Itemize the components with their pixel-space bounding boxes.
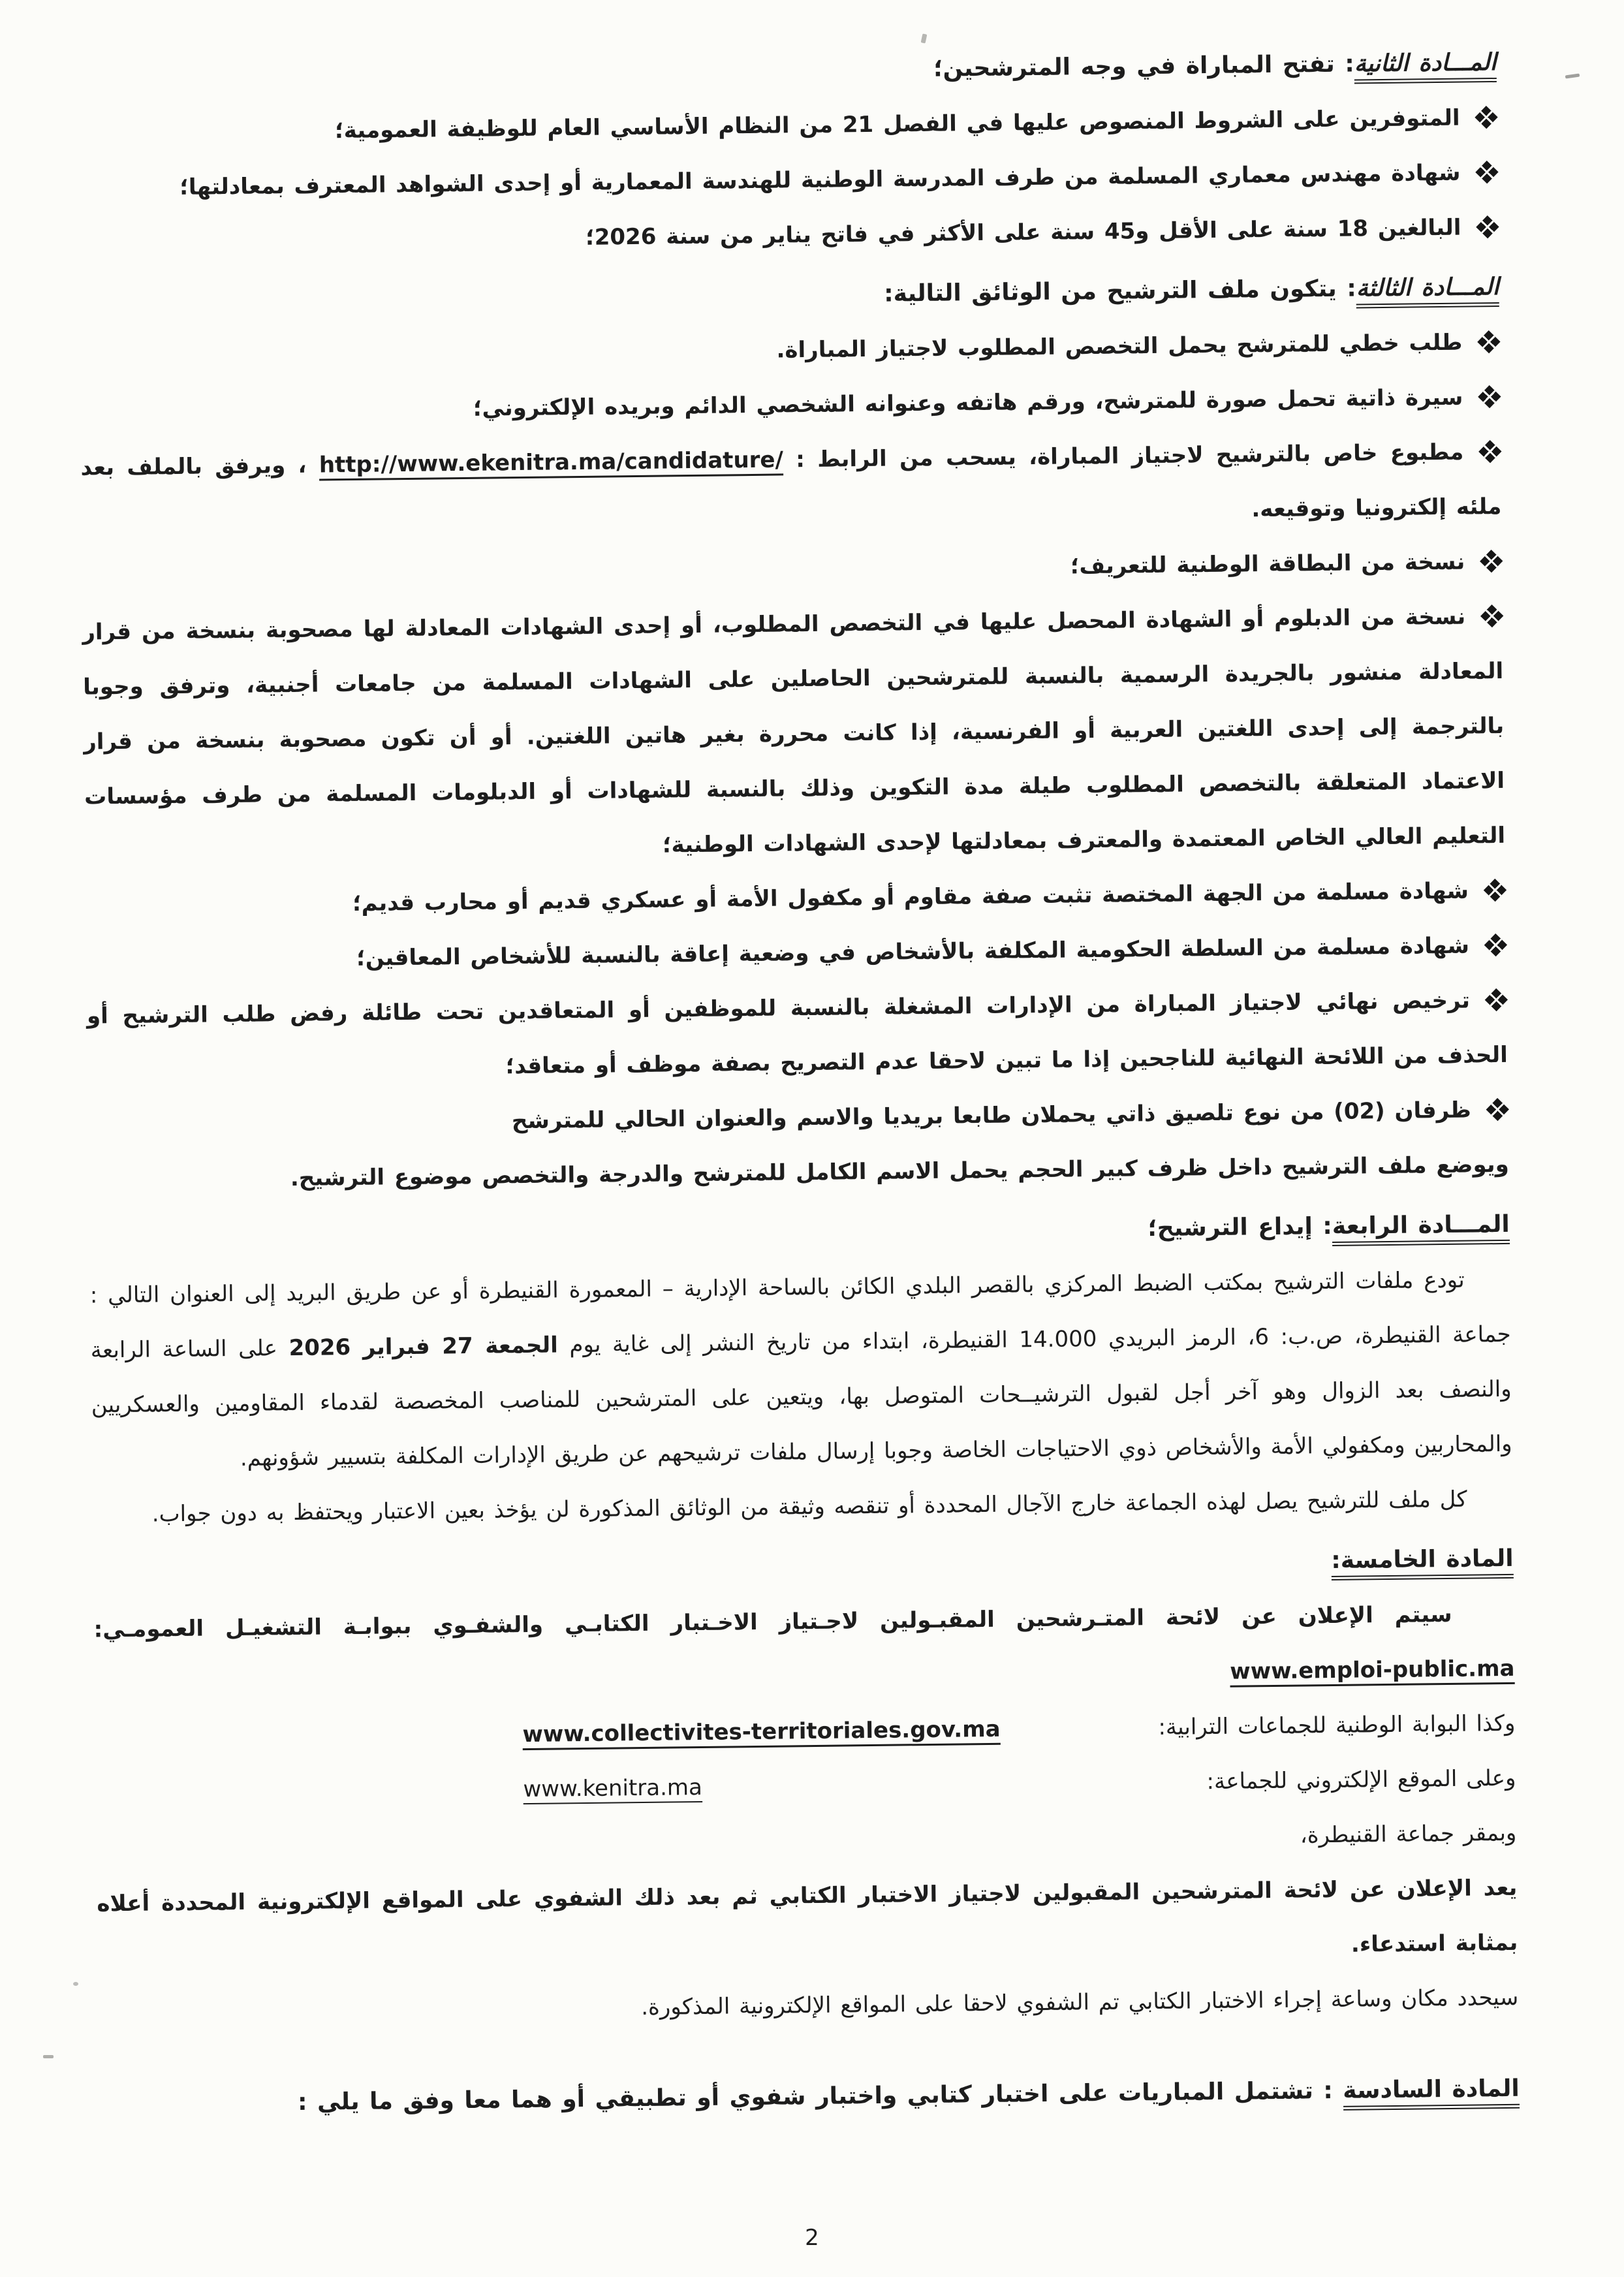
bullet-diamond-icon: [1480, 550, 1503, 573]
article-5-paragraph-3: سيحدد مكان وساعة إجراء الاختبار الكتابي تم الشفوي لاحقا على المواقع الإلكترونية المذكورة.: [641, 1984, 1519, 2021]
article-4-paragraph-1: [89, 1252, 1512, 1488]
bullet-diamond-icon: [1484, 879, 1507, 902]
bullet-text: شهادة مسلمة من الجهة المختصة تثبت صفة مقاوم أو مكفول الأمة أو عسكري قديم أو محارب قديم؛: [352, 877, 1469, 917]
bullet-text: ظرفان (02) من نوع تلصيق ذاتي يحملان طابعا بريديا والاسم والعنوان الحالي للمترشح: [511, 1097, 1471, 1135]
bullet-text: سيرة ذاتية تحمل صورة للمترشح، ورقم هاتفه وعنوانه الشخصي الدائم وبريده الإلكتروني؛: [473, 384, 1463, 422]
document-content: [76, 30, 1520, 2132]
article-3-term: المـــادة الثالثة: [1356, 274, 1499, 308]
bullet-text: المتوفرين على الشروط المنصوص عليها في الفصل 21 من النظام الأساسي العام للوظيفة العمومية؛: [334, 104, 1460, 144]
collectivites-territoriales-link: www.collectivites-territoriales.gov.ma: [522, 1716, 1001, 1748]
list-item: [80, 424, 1502, 550]
bullet-diamond-icon: [1480, 605, 1503, 627]
kenitra-link: www.kenitra.ma: [523, 1774, 703, 1803]
bullet-text: شهادة مهندس معماري المسلمة من طرف المدرسة الوطنية للهندسة المعمارية أو إحدى الشواهد المعترف بمعادلتها؛: [180, 159, 1461, 200]
scan-artifact: [73, 1982, 78, 1986]
bullet-diamond-icon: [1477, 330, 1500, 353]
collectivites-label: وكذا البوابة الوطنية للجماعات الترابية:: [1158, 1710, 1516, 1741]
bullet-text: شهادة مسلمة من السلطة الحكومية المكلفة بالأشخاص في وضعية إعاقة بالنسبة للأشخاص المعاقين؛: [356, 932, 1470, 971]
bullet-text: نسخة من البطاقة الوطنية للتعريف؛: [1070, 548, 1465, 580]
bullet-text: نسخة من الدبلوم أو الشهادة المحصل عليها في التخصص المطلوب، أو إحدى الشهادات المعادلة لها مصحوبة بنسخة من قرار المعادلة منشور بالجريدة الرسمية بالنسبة للمترشحين الحاصلين على الشهادات المسلمة من جامعات أجنبية، وترفق وجوبا بالترجمة إلى إحدى اللغتين العربية أو الفرنسية، إذا كانت محررة بغير هاتين اللغتين. أو أن تكون مصحوبة بنسخة من قرار الاعتماد المتعلقة بالتخصص المطلوب طيلة مدة التكوين وذلك بالنسبة للشهادات أو الدبلومات المسلمة من طرف مؤسسات التعليم العالي الخاص المعتمدة والمعترف بمعادلتها لإحدى الشهادات الوطنية؛: [82, 603, 1506, 858]
bullet-text: البالغين 18 سنة على الأقل و45 سنة على الأكثر في فاتح يناير من سنة 2026؛: [585, 214, 1461, 251]
article-4-paragraph-2: كل ملف للترشيح يصل لهذه الجماعة خارج الآجال المحددة أو تنقصه وثيقة من الوثائق المذكورة لن يؤخذ بعين الاعتبار ويحتفظ به دون جواب.: [151, 1486, 1467, 1528]
page-number: 2: [805, 2225, 819, 2251]
bullet-diamond-icon: [1478, 385, 1501, 408]
bullet-diamond-icon: [1484, 934, 1507, 956]
article-4-term: المـــادة الرابعة: [1332, 1211, 1510, 1246]
article-5-paragraph-1: سيتم الإعلان عن لائحة المتـرشحين المقبـولين لاجـتياز الاخـتبار الكتابـي والشفـوي ببوابـة التشغيـل العمومـي:: [93, 1601, 1452, 1643]
bullet-diamond-icon: [1478, 440, 1501, 463]
bullet-text: مطبوع خاص بالترشيح لاجتياز المباراة، يسحب من الرابط :: [783, 439, 1464, 473]
list-item: [87, 973, 1508, 1099]
emploi-public-link: www.emploi-public.ma: [1230, 1655, 1515, 1685]
article-3-intro: يتكون ملف الترشيح من الوثائق التالية:: [883, 275, 1337, 307]
bullet-text: طلب خطي للمترشح يحمل التخصص المطلوب لاجتياز المباراة.: [776, 329, 1463, 364]
list-item: [82, 589, 1506, 879]
bullet-diamond-icon: [1475, 161, 1498, 183]
bullet-diamond-icon: [1486, 1098, 1509, 1121]
article-5-term: المادة الخامسة:: [1331, 1545, 1514, 1580]
article-2-term: المـــادة الثانية: [1354, 49, 1497, 84]
scan-artifact: [43, 2055, 54, 2058]
kenitra-site-label: وعلى الموقع الإلكتروني للجماعة:: [1206, 1765, 1516, 1795]
commune-hq-line: وبمقر جماعة القنيطرة،: [1300, 1819, 1517, 1849]
bullet-text: ترخيص نهائي لاجتياز المباراة من الإدارات المشغلة بالنسبة للموظفين أو المتعاقدين تحت طائلة رفض طلب الترشيح أو الحذف من اللائحة النهائية للناجحين إذا ما تبين لاحقا عدم التصريح بصفة موظف أو متعاقد؛: [86, 987, 1508, 1080]
article-3-separator: :: [1336, 275, 1356, 302]
paragraph-text: تودع ملفات الترشيح بمكتب الضبط المركزي بالقصر البلدي الكائن بالساحة الإدارية – المعمورة القنيطرة أو عن طريق البريد إلى العنوان التالي : جماعة القنيطرة، ص.ب: 6، الرمز البريدي 14.000 القنيطرة، ابتداء من تاريخ النشر إلى غاية يوم: [89, 1266, 1511, 1358]
article-6-intro: : تشتمل المباريات على اختبار كتابي واختبار شفوي أو تطبيقي أو هما معا وفق ما يلي :: [297, 2077, 1343, 2116]
bullet-diamond-icon: [1485, 988, 1508, 1011]
scan-artifact: [1565, 73, 1580, 78]
article-5-paragraph-2: يعد الإعلان عن لائحة المترشحين المقبولين لاجتياز الاختبار الكتابي ثم بعد ذلك الشفوي على المواقع الإلكترونية المحددة أعلاه بمثابة استدعاء.: [97, 1874, 1518, 1958]
candidature-form-link: http://www.ekenitra.ma/candidature/: [319, 447, 784, 479]
paragraph-text: على الساعة الرابعة والنصف بعد الزوال وهو آخر أجل لقبول الترشيــحات المتوصل بها، ويتعين على المترشحين للمناصب المخصصة لقدماء المقاومين والعسكريين والمحاربين ومكفولي الأمة والأشخاص ذوي الاحتياجات الخاصة وجوبا إرسال ملفات ترشيحهم عن طريق الإدارات المكلفة بتسيير شؤونهم.: [90, 1335, 1512, 1471]
article-3-closing: ويوضع ملف الترشيح داخل ظرف كبير الحجم يحمل الاسم الكامل للمترشح والدرجة والتخصص موضوع الترشيح.: [290, 1151, 1509, 1192]
deadline-date: الجمعة 27 فبراير 2026: [289, 1332, 559, 1362]
article-4-separator: :: [1312, 1212, 1333, 1240]
article-6-term: المادة السادسة: [1343, 2075, 1520, 2111]
bullet-diamond-icon: [1476, 215, 1499, 238]
article-2-separator: :: [1334, 50, 1354, 78]
article-2-intro: تفتح المباراة في وجه المترشحين؛: [933, 50, 1335, 82]
bullet-text: ، ويرفق بالملف بعد ملئه إلكترونيا وتوقيعه.: [80, 452, 1502, 523]
bullet-diamond-icon: [1475, 106, 1497, 129]
article-4-intro: إيداع الترشيح؛: [1148, 1213, 1313, 1242]
article-6-heading: [99, 2062, 1520, 2133]
